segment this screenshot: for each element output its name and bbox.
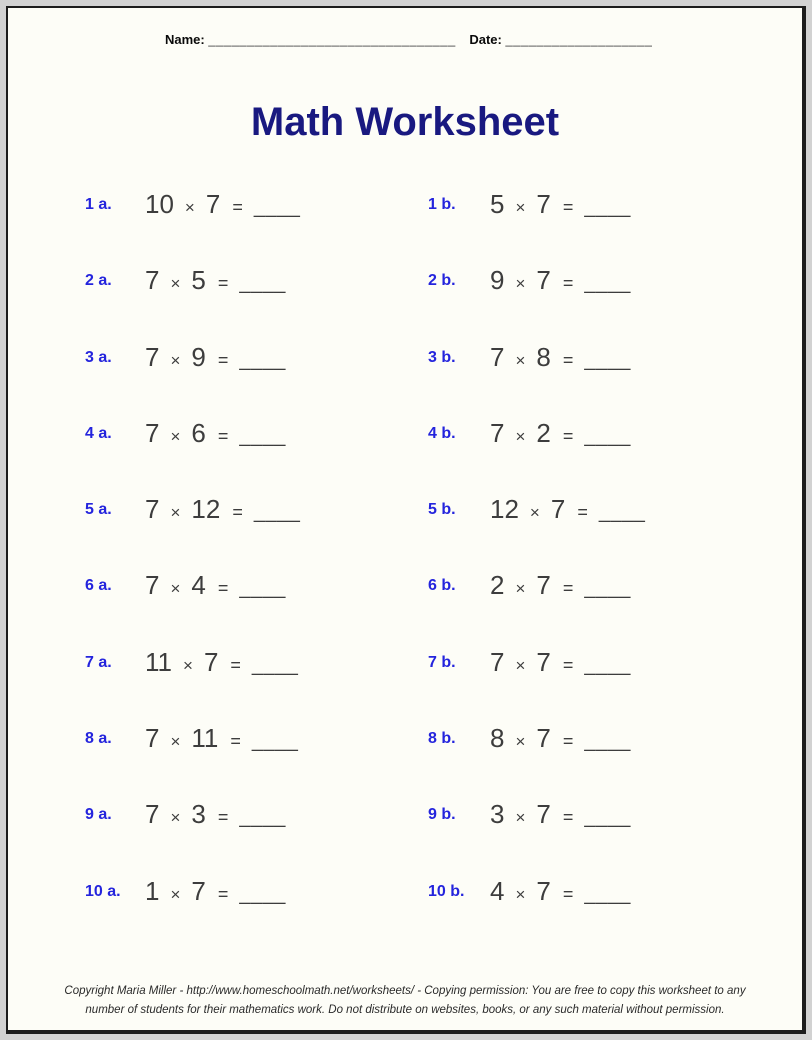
factor-2: 6 [191,417,206,448]
factor-1: 9 [490,265,505,296]
answer-blank: ____ [584,424,631,447]
problem-number-9a: 9 a. [85,806,112,824]
equals-sign: = [217,349,229,370]
problem-2a [145,265,286,296]
header [165,32,652,47]
factor-1: 7 [145,341,160,372]
equals-sign: = [230,654,241,675]
factor-1: 7 [145,723,160,754]
factor-1: 2 [490,570,505,601]
answer-blank: ____ [598,501,646,524]
equals-sign: = [230,731,241,752]
problem-number-4a: 4 a. [85,424,112,442]
copyright-footer [8,982,802,1020]
problem-number-5a: 5 a. [85,501,112,519]
equals-sign: = [562,578,574,599]
factor-1: 1 [145,875,160,906]
equals-sign: = [217,883,229,904]
factor-2: 12 [191,494,221,525]
factor-1: 7 [490,341,505,372]
multiply-icon: × [515,732,526,752]
multiply-icon: × [170,732,181,752]
problem-number-3b: 3 b. [428,348,456,366]
problem-row [8,638,802,714]
factor-2: 7 [536,646,551,677]
answer-blank: ____ [239,424,286,447]
problem-row [8,333,802,409]
equals-sign: = [562,349,574,370]
factor-2: 8 [536,341,551,372]
factor-2: 11 [191,723,219,754]
factor-1: 7 [145,417,160,448]
answer-blank: ____ [584,730,631,753]
problem-4b [490,417,631,448]
equals-sign: = [562,197,574,217]
problem-8b [490,723,631,754]
factor-2: 7 [536,570,551,601]
multiply-icon: × [515,198,526,217]
multiply-icon: × [515,350,526,370]
equals-sign: = [562,807,574,828]
problem-row [8,867,802,943]
problem-row [8,485,802,561]
equals-sign: = [562,273,574,294]
equals-sign: = [232,502,243,523]
multiply-icon: × [515,884,526,904]
problem-number-2b: 2 b. [428,272,456,290]
factor-2: 9 [191,341,206,372]
answer-blank: ____ [251,730,299,753]
multiply-icon: × [515,274,526,294]
multiply-icon: × [529,503,540,523]
answer-blank: ____ [584,882,631,905]
factor-1: 12 [490,494,519,525]
problem-10a [145,875,286,906]
problem-row [8,561,802,637]
name-blank-line: ________________________________ [208,32,456,47]
date-blank-line: ___________________ [505,32,653,47]
factor-2: 7 [205,189,221,219]
equals-sign: = [577,502,588,523]
problem-2b [490,265,631,296]
problem-6a [145,570,286,601]
factor-1: 8 [490,723,505,754]
answer-blank: ____ [239,348,286,371]
multiply-icon: × [515,808,526,828]
answer-blank: ____ [584,577,631,600]
problem-number-2a: 2 a. [85,272,112,290]
problem-7a [145,646,299,677]
factor-1: 4 [490,875,505,906]
answer-blank: ____ [253,501,301,524]
multiply-icon: × [515,579,526,599]
answer-blank: ____ [584,272,631,295]
factor-2: 7 [536,189,551,219]
multiply-icon: × [184,198,195,217]
problem-row [8,409,802,485]
answer-blank: ____ [253,196,301,218]
equals-sign: = [217,807,229,828]
multiply-icon: × [515,655,526,675]
problem-row [8,714,802,790]
copyright-line-2: number of students for their mathematics work. Do not distribute on websites, books, or any such material without permission. [85,1003,725,1016]
multiply-icon: × [170,426,181,446]
problem-5a [145,494,301,525]
multiply-icon: × [515,426,526,446]
problem-5b [490,494,646,525]
answer-blank: ____ [239,882,286,905]
problem-3b [490,341,631,372]
answer-blank: ____ [239,272,286,295]
problem-number-7a: 7 a. [85,653,112,671]
multiply-icon: × [170,274,181,294]
problem-number-9b: 9 b. [428,806,456,824]
factor-1: 7 [145,570,160,601]
problem-number-8b: 8 b. [428,730,456,748]
equals-sign: = [217,425,229,446]
factor-2: 3 [191,799,206,830]
problem-number-6b: 6 b. [428,577,456,595]
page-title: Math Worksheet [250,100,560,144]
factor-1: 3 [490,799,505,830]
factor-2: 7 [191,875,206,906]
problem-1b [490,191,631,217]
multiply-icon: × [170,884,181,904]
equals-sign: = [217,273,229,294]
multiply-icon: × [183,655,193,675]
problem-8a [145,723,299,754]
factor-2: 7 [536,723,551,754]
problem-number-1a: 1 a. [85,196,112,213]
answer-blank: ____ [584,348,631,371]
problems-list [8,180,802,943]
problem-number-10b: 10 b. [428,882,465,900]
problem-1a [145,191,300,217]
problem-number-10a: 10 a. [85,882,121,900]
problem-number-4b: 4 b. [428,424,456,442]
equals-sign: = [562,883,574,904]
equals-sign: = [562,425,574,446]
problem-number-3a: 3 a. [85,348,112,366]
problem-10b [490,875,631,906]
factor-2: 7 [536,265,551,296]
factor-1: 7 [490,417,505,448]
answer-blank: ____ [251,653,299,676]
worksheet-page [6,6,806,1034]
equals-sign: = [562,731,574,752]
factor-1: 7 [145,265,160,296]
name-label: Name: [165,32,205,47]
problem-6b [490,570,631,601]
factor-1: 5 [490,189,505,219]
multiply-icon: × [170,808,181,828]
multiply-icon: × [170,579,181,599]
date-label: Date: [469,32,502,47]
equals-sign: = [562,654,574,675]
factor-1: 7 [490,646,505,677]
multiply-icon: × [170,350,181,370]
problem-9a [145,799,286,830]
equals-sign: = [232,197,243,217]
answer-blank: ____ [584,806,631,829]
problem-number-1b: 1 b. [428,196,456,213]
factor-2: 7 [536,799,551,830]
answer-blank: ____ [584,196,631,218]
factor-1: 7 [145,799,160,830]
problem-number-5b: 5 b. [428,501,456,519]
factor-2: 7 [203,646,219,677]
problem-number-7b: 7 b. [428,653,456,671]
factor-2: 5 [191,265,206,296]
problem-row [8,256,802,332]
problem-number-8a: 8 a. [85,730,112,748]
copyright-line-1: Copyright Maria Miller - http://www.homeschoolmath.net/worksheets/ - Copying permission: You are free to copy this worksheet to any [64,985,746,997]
factor-2: 7 [536,875,551,906]
problem-7b [490,646,631,677]
multiply-icon: × [170,503,181,523]
problem-row [8,180,802,256]
factor-1: 7 [145,494,160,525]
answer-blank: ____ [239,577,286,600]
problem-4a [145,417,286,448]
answer-blank: ____ [584,653,631,676]
factor-1: 10 [145,189,174,219]
factor-2: 2 [536,417,551,448]
factor-2: 7 [550,494,566,525]
problem-row [8,790,802,866]
problem-3a [145,341,286,372]
factor-1: 11 [145,646,172,677]
problem-9b [490,799,631,830]
factor-2: 4 [191,570,206,601]
problem-number-6a: 6 a. [85,577,112,595]
equals-sign: = [217,578,229,599]
answer-blank: ____ [239,806,286,829]
